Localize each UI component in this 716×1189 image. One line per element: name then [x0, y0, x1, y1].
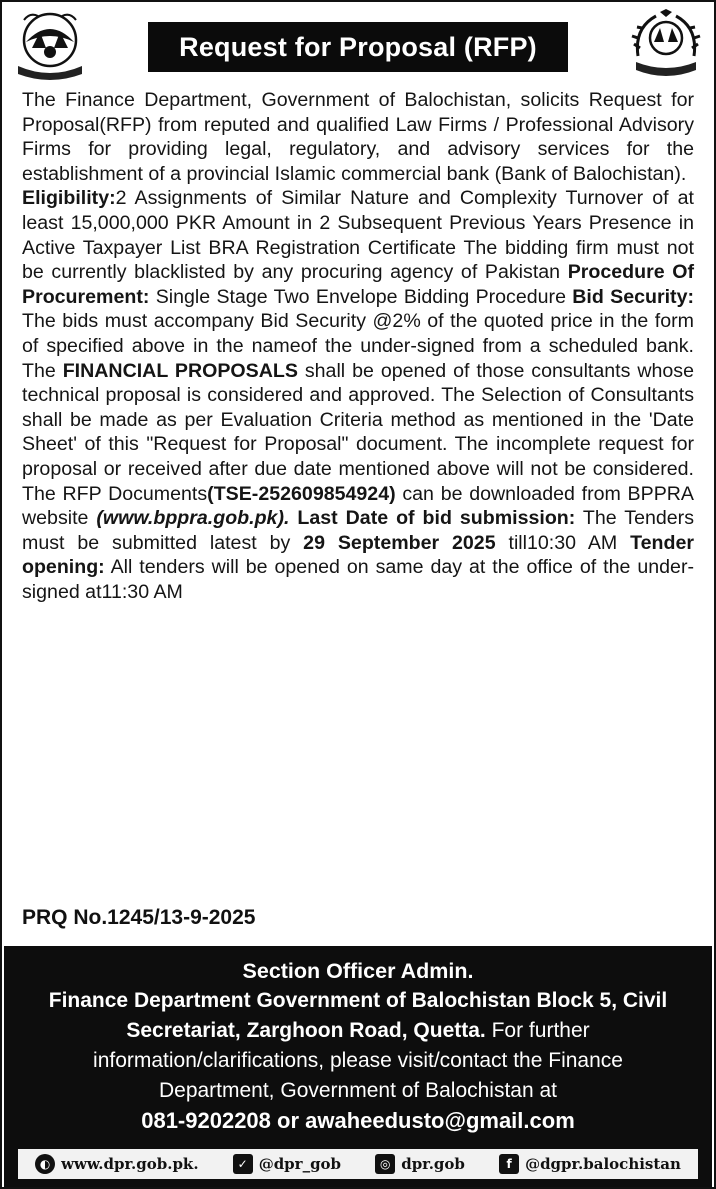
dgpr-emblem-icon: [626, 8, 706, 82]
last-date-text: The Tenders must be submitted latest by: [22, 507, 694, 554]
deadline-date: 29 September 2025: [303, 531, 496, 554]
tender-opening-text: All tenders will be opened on same day at the office of the under-signed at11:30 AM: [22, 556, 694, 603]
page-title: Request for Proposal (RFP): [148, 22, 568, 72]
globe-icon: ◐: [35, 1154, 55, 1174]
contact-footer: [4, 946, 712, 1187]
tender-opening-label: Tender opening:: [22, 531, 694, 579]
social-instagram-label: dpr.gob: [401, 1155, 465, 1173]
procedure-text: Single Stage Two Envelope Bidding Procedure: [149, 285, 573, 308]
bid-security-label: Bid Security:: [572, 285, 695, 308]
bid-security-text: The bids must accompany Bid Security @2% of the quoted price in the form of specified above in the nameof the under-signed from a scheduled bank. The: [22, 310, 694, 382]
social-twitter-label: @dpr_gob: [258, 1155, 342, 1173]
address-rest: For further: [485, 1019, 590, 1042]
info-line-1: information/clarifications, please visit/contact the Finance: [93, 1049, 623, 1072]
balochistan-emblem-icon: [10, 8, 90, 82]
header: [8, 8, 708, 84]
social-links-bar: [18, 1149, 698, 1179]
contact-details: 081-9202208 or awaheedusto@gmail.com: [141, 1108, 575, 1133]
social-twitter[interactable]: [233, 1154, 341, 1174]
deadline-time: till10:30 AM: [495, 531, 631, 554]
bppra-website-link[interactable]: (www.bppra.gob.pk).: [96, 507, 290, 530]
info-line-2: Department, Government of Balochistan at: [158, 1079, 558, 1102]
address-line-2: [4, 1016, 712, 1046]
financial-text: shall be opened of those consultants whose technical proposal is considered and approved. The Selection of Consultants shall be made as per Evaluation Criteria method as mentioned in the 'Date Sheet' of this "Request for Proposal" document. The incomplete request for proposal or received after due date mentioned above will not be considered. The RFP Documents: [22, 359, 694, 505]
address-bold: Secretariat, Zarghoon Road, Quetta.: [126, 1019, 486, 1042]
intro-paragraph: The Finance Department, Government of Balochistan, solicits Request for Proposal(RFP) from reputed and qualified Law Firms / Professional Advisory Firms for providing legal, regulatory, and advisory services for the establishment of a provincial Islamic commercial bank (Bank of Balochistan).: [22, 89, 694, 185]
eligibility-text: 2 Assignments of Similar Nature and Complexity Turnover of at least 15,000,000 PKR Amount in 2 Subsequent Previous Years Presence in Active Taxpayer List BRA Registration Certificate The bidding firm must not be currently blacklisted by any procuring agency of Pakistan: [22, 187, 694, 284]
social-facebook-label: @dgpr.balochistan: [525, 1155, 681, 1173]
facebook-icon: f: [499, 1154, 519, 1174]
prq-number: PRQ No.1245/13-9-2025: [22, 906, 256, 929]
last-date-label: Last Date of bid submission:: [289, 507, 576, 530]
social-facebook[interactable]: [499, 1154, 681, 1174]
instagram-icon: ◎: [375, 1154, 395, 1174]
financial-proposals-label: FINANCIAL PROPOSALS: [62, 359, 298, 382]
social-instagram[interactable]: [375, 1154, 465, 1174]
download-text: can be downloaded from BPPRA website: [22, 482, 694, 530]
eligibility-label: Eligibility:: [22, 187, 116, 210]
social-website-label: www.dpr.gob.pk.: [61, 1155, 199, 1173]
procedure-label: Procedure Of Procurement:: [22, 261, 694, 308]
section-officer: Section Officer Admin.: [242, 959, 474, 983]
twitter-icon: ✓: [233, 1154, 253, 1174]
rfp-body: [22, 88, 694, 604]
details-paragraph: [22, 186, 694, 604]
social-website[interactable]: [35, 1154, 198, 1174]
address-line-1: Finance Department Government of Balochistan Block 5, Civil: [48, 989, 668, 1012]
tse-number: (TSE-252609854924): [207, 482, 396, 505]
